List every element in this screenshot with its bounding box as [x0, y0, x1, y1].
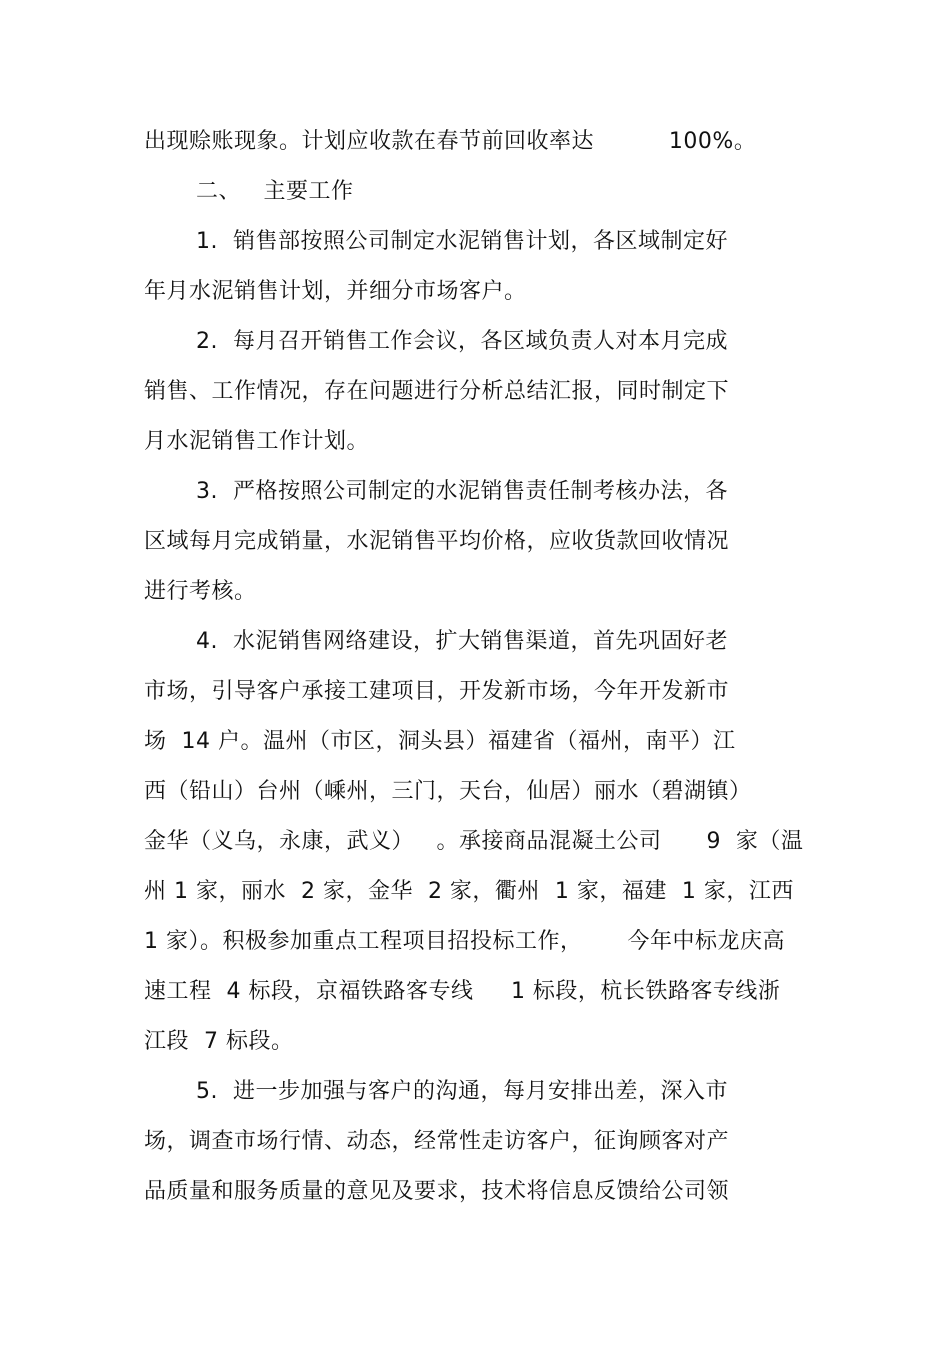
- text-line: 3. 严格按照公司制定的水泥销售责任制考核办法，各: [196, 479, 728, 504]
- text-line: 州 1 家，丽水 2 家，金华 2 家，衢州 1 家，福建 1 家，江西: [144, 879, 794, 904]
- text-line: 市场，引导客户承接工建项目，开发新市场，今年开发新市: [144, 679, 730, 704]
- text-line: 进行考核。: [144, 579, 257, 604]
- text-line: 江段 7 标段。: [144, 1029, 294, 1054]
- text-line: 场 14 户。温州（市区，洞头县）福建省（福州，南平）江: [144, 729, 736, 754]
- text-line: 1. 销售部按照公司制定水泥销售计划，各区域制定好: [196, 229, 728, 254]
- text-line: 西（铅山）台州（嵊州，三门，天台，仙居）丽水（碧湖镇）: [144, 779, 752, 804]
- text-line: 年月水泥销售计划，并细分市场客户。: [144, 279, 527, 304]
- text-line: 销售、工作情况，存在问题进行分析总结汇报，同时制定下: [144, 379, 730, 404]
- text-line: 2. 每月召开销售工作会议，各区域负责人对本月完成: [196, 329, 728, 354]
- text-line: 月水泥销售工作计划。: [144, 429, 370, 454]
- text-line: 品质量和服务质量的意见及要求，技术将信息反馈给公司领: [144, 1179, 730, 1204]
- text-line: 出现赊账现象。计划应收款在春节前回收率达 100%。: [144, 129, 757, 154]
- text-line: 金华（义乌，永康，武义） 。承接商品混凝土公司 9 家（温: [144, 829, 804, 854]
- text-line: 区域每月完成销量，水泥销售平均价格，应收货款回收情况: [144, 529, 730, 554]
- text-line: 5. 进一步加强与客户的沟通，每月安排出差，深入市: [196, 1079, 728, 1104]
- text-line: 场，调查市场行情、动态，经常性走访客户，征询顾客对产: [144, 1129, 730, 1154]
- section-heading: 二、 主要工作: [196, 179, 354, 204]
- text-line: 速工程 4 标段，京福铁路客专线 1 标段，杭长铁路客专线浙: [144, 979, 781, 1004]
- text-line: 4. 水泥销售网络建设，扩大销售渠道，首先巩固好老: [196, 629, 728, 654]
- text-line: 1 家）。积极参加重点工程项目招投标工作， 今年中标龙庆高: [144, 929, 785, 954]
